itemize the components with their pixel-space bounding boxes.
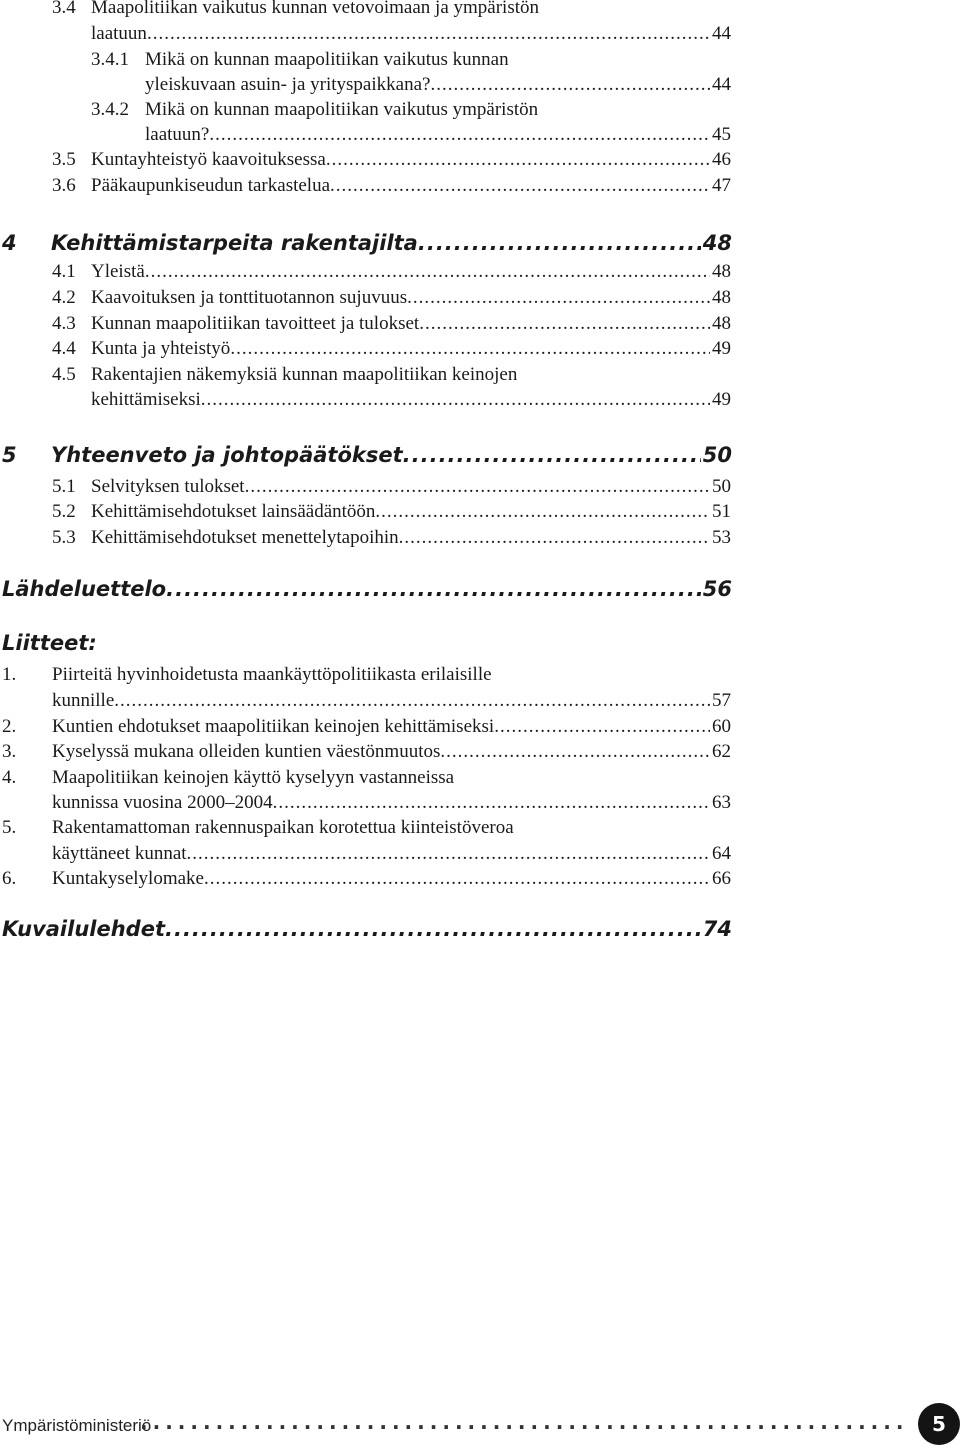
toc-title: Kaavoituksen ja tonttituotannon sujuvuus <box>91 287 408 308</box>
toc-page: 50 <box>712 476 731 497</box>
toc-leader <box>145 122 731 148</box>
toc-number: 5.1 <box>52 476 76 497</box>
dot-leader <box>187 841 710 867</box>
toc-number: 3.4 <box>52 0 76 18</box>
toc-number: 5.3 <box>52 527 76 548</box>
toc-number: 4.2 <box>52 287 76 308</box>
toc-page: 44 <box>712 23 731 44</box>
toc-chapter-title: Yhteenveto ja johtopäätökset <box>51 443 403 467</box>
toc-appendix-2[interactable] <box>2 714 732 740</box>
toc-title: Kuntakyselylomake <box>52 868 204 889</box>
toc-number: 5. <box>2 817 17 838</box>
toc-number: 2. <box>2 716 17 737</box>
toc-leader <box>91 336 731 362</box>
toc-title-line1: Mikä on kunnan maapolitiikan vaikutus kunnan <box>145 49 509 70</box>
dot-leader <box>399 525 710 551</box>
toc-leader <box>52 866 731 892</box>
dot-leader <box>166 575 701 603</box>
toc-page: 48 <box>712 261 731 282</box>
toc-title-line1: Rakentamattoman rakennuspaikan korotettua kiinteistöveroa <box>52 817 514 838</box>
toc-bibliography[interactable] <box>2 575 732 603</box>
dot-leader <box>440 739 710 765</box>
toc-leader <box>52 790 731 816</box>
toc-number: 4. <box>2 767 17 788</box>
toc-title: Kyselyssä mukana olleiden kuntien väestönmuutos <box>52 741 441 762</box>
toc-leader <box>91 387 731 413</box>
toc-page: 74 <box>702 917 732 941</box>
toc-page: 50 <box>702 443 732 467</box>
toc-entry-5-2[interactable] <box>52 499 732 525</box>
toc-title-line2: yleiskuvaan asuin- ja yrityspaikkana? <box>145 74 431 95</box>
toc-page: 56 <box>702 577 732 601</box>
toc-chapter-title: Kehittämistarpeita rakentajilta <box>51 231 418 255</box>
toc-number: 3.5 <box>52 149 76 170</box>
dot-leader <box>245 474 710 500</box>
toc-title-line1: Piirteitä hyvinhoidetusta maankäyttöpolitiikasta erilaisille <box>52 664 492 685</box>
toc-number: 3.4.2 <box>91 99 129 120</box>
toc-chapter-number: 5 <box>2 443 17 467</box>
toc-title-line2: käyttäneet kunnat <box>52 843 187 864</box>
dot-leader <box>273 790 710 816</box>
toc-entry-4-2[interactable] <box>52 285 732 311</box>
toc-leader <box>52 688 731 714</box>
toc-number: 4.3 <box>52 313 76 334</box>
toc-entry-4-1[interactable] <box>52 259 732 285</box>
footer-dot-rule <box>140 1410 910 1434</box>
toc-number: 4.4 <box>52 338 76 359</box>
dot-leader <box>430 72 710 98</box>
toc-page: 45 <box>712 124 731 145</box>
toc-leader <box>51 441 732 469</box>
toc-appendix-3[interactable] <box>2 739 732 765</box>
toc-title: Kunta ja yhteistyö <box>91 338 231 359</box>
toc-leader <box>91 147 731 173</box>
toc-page: 48 <box>712 313 731 334</box>
toc-page: 57 <box>712 690 731 711</box>
toc-number: 4.5 <box>52 364 76 385</box>
toc-page: 46 <box>712 149 731 170</box>
toc-leader <box>91 525 731 551</box>
toc-title-line1: Mikä on kunnan maapolitiikan vaikutus ympäristön <box>145 99 539 120</box>
toc-title-line2: kehittämiseksi <box>91 389 201 410</box>
dot-leader <box>209 122 710 148</box>
dot-leader <box>201 387 710 413</box>
toc-number: 6. <box>2 868 17 889</box>
toc-leader <box>2 915 732 943</box>
page-number-badge: 5 <box>918 1403 960 1445</box>
toc-leader <box>2 575 732 603</box>
dot-leader <box>375 499 710 525</box>
toc-appendix-6[interactable] <box>2 866 732 892</box>
dot-leader <box>326 147 710 173</box>
toc-entry-5-3[interactable] <box>52 525 732 551</box>
toc-entry-3-6[interactable] <box>52 173 732 199</box>
toc-page: 48 <box>712 287 731 308</box>
toc-page: 49 <box>712 389 731 410</box>
toc-leader <box>52 841 731 867</box>
toc-leader <box>52 739 731 765</box>
toc-page: 49 <box>712 338 731 359</box>
toc-page: 60 <box>712 716 731 737</box>
toc-entry-5-1[interactable] <box>52 474 732 500</box>
toc-page: 47 <box>712 175 731 196</box>
toc-page: 51 <box>712 501 731 522</box>
toc-page: 44 <box>712 74 731 95</box>
toc-entry-4-3[interactable] <box>52 311 732 337</box>
toc-appendices-heading <box>2 629 202 657</box>
toc-title: Yleistä <box>91 261 145 282</box>
toc-title-line1: Maapolitiikan keinojen käyttö kyselyyn vastanneissa <box>52 767 455 788</box>
toc-title: Selvityksen tulokset <box>91 476 245 497</box>
dot-leader <box>204 866 710 892</box>
appendices-title: Liitteet: <box>2 631 97 655</box>
toc-page: 62 <box>712 741 731 762</box>
dot-leader <box>403 441 701 469</box>
dot-leader <box>407 285 710 311</box>
toc-number: 3. <box>2 741 17 762</box>
toc-leader <box>51 229 732 257</box>
toc-title-line2: laatuun <box>91 23 147 44</box>
toc-entry-4-4[interactable] <box>52 336 732 362</box>
toc-number: 3.4.1 <box>91 49 129 70</box>
toc-title-line1: Maapolitiikan vaikutus kunnan vetovoimaan ja ympäristön <box>91 0 539 18</box>
dot-leader <box>419 311 710 337</box>
footer-publisher: Ympäristöministeriö <box>2 1416 152 1435</box>
dot-leader <box>230 336 710 362</box>
dot-leader <box>330 173 710 199</box>
toc-number: 1. <box>2 664 17 685</box>
toc-title: Kehittämisehdotukset menettelytapoihin <box>91 527 399 548</box>
toc-chapter-4[interactable] <box>2 229 732 257</box>
toc-title: Kuntien ehdotukset maapolitiikan keinojen kehittämiseksi <box>52 716 495 737</box>
toc-title: Kehittämisehdotukset lainsäädäntöön <box>91 501 376 522</box>
toc-number: 3.6 <box>52 175 76 196</box>
toc-leader <box>91 259 731 285</box>
toc-page: 64 <box>712 843 731 864</box>
toc-leader <box>91 173 731 199</box>
toc-title-line1: Rakentajien näkemyksiä kunnan maapolitiikan keinojen <box>91 364 518 385</box>
dot-leader <box>165 915 701 943</box>
toc-number: 5.2 <box>52 501 76 522</box>
toc-entry-3-5[interactable] <box>52 147 732 173</box>
toc-description-sheets[interactable] <box>2 915 732 943</box>
dot-leader <box>418 229 701 257</box>
toc-title: Pääkaupunkiseudun tarkastelua <box>91 175 331 196</box>
toc-page: 63 <box>712 792 731 813</box>
toc-leader <box>91 499 731 525</box>
toc-leader <box>145 72 731 98</box>
dot-leader <box>145 259 710 285</box>
toc-page: 48 <box>702 231 732 255</box>
toc-title: Kuntayhteistyö kaavoituksessa <box>91 149 326 170</box>
toc-title-line2: kunnille <box>52 690 115 711</box>
toc-title: Kunnan maapolitiikan tavoitteet ja tulokset <box>91 313 420 334</box>
toc-page: 66 <box>712 868 731 889</box>
toc-leader <box>91 474 731 500</box>
dot-leader <box>114 688 710 714</box>
toc-chapter-5[interactable] <box>2 441 732 469</box>
toc-chapter-title: Lähdeluettelo <box>2 577 167 601</box>
toc-leader <box>52 714 731 740</box>
toc-chapter-number: 4 <box>2 231 17 255</box>
toc-leader <box>91 285 731 311</box>
dot-leader <box>494 714 710 740</box>
toc-title-line2: laatuun? <box>145 124 210 145</box>
toc-title-line2: kunnissa vuosina 2000–2004 <box>52 792 273 813</box>
toc-number: 4.1 <box>52 261 76 282</box>
toc-page: 53 <box>712 527 731 548</box>
toc-chapter-title: Kuvailulehdet <box>2 917 165 941</box>
toc-leader <box>91 311 731 337</box>
